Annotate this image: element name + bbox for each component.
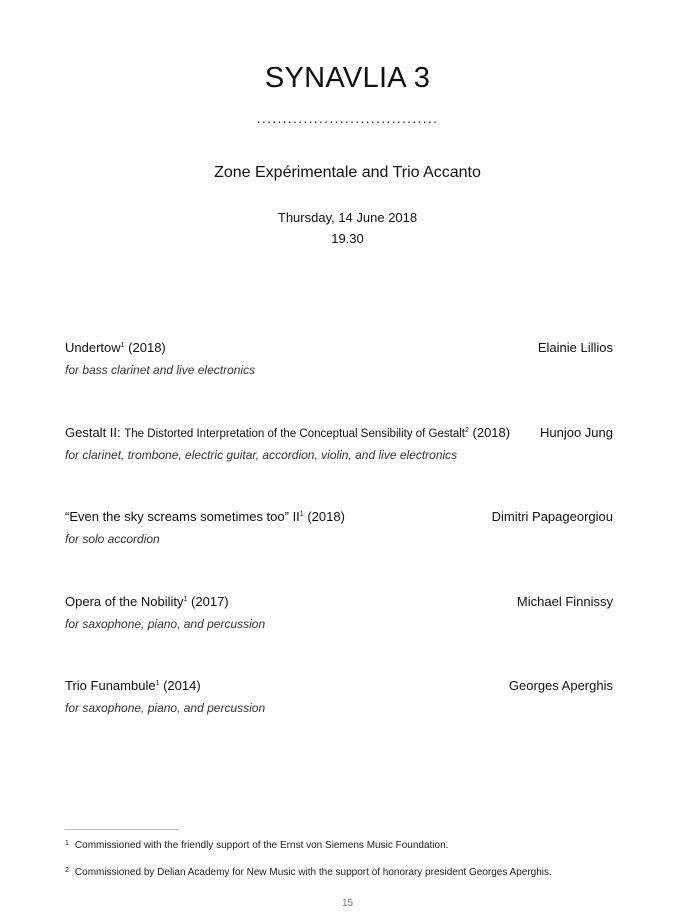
footnote: $^2$ Commissioned by Delian Academy for New Music with the support of honorary president Georges Aperghis. [65, 867, 552, 878]
concert-title: SYNAVLIA 3 [264, 62, 431, 94]
instrumentation: for saxophone, piano, and percussion [65, 701, 266, 715]
composer-name: Dimitri Papageorgiou [491, 509, 613, 524]
footnote-ref: 1 [155, 680, 160, 687]
composer-name: Michael Finnissy [516, 593, 613, 609]
ensembles-heading: Zone Expérimentale and Trio Accanto [214, 164, 481, 181]
footnote: $^1$ Commissioned with the friendly support of the Ernst von Siemens Music Foundation. [65, 840, 449, 851]
composer-name: Hunjoo Jung [540, 424, 613, 440]
work-title: “Even the sky screams sometimes too” $II^1$ (2018) [65, 509, 345, 524]
footnote-mark: 2 [65, 867, 69, 874]
instrumentation: for clarinet, trombone, electric guitar, accordion, violin, and live electronics [65, 447, 458, 462]
footnote-divider [65, 829, 178, 830]
footnote-ref: 1 [299, 511, 304, 518]
program-item [65, 678, 613, 763]
footnote-ref: 1 [183, 595, 188, 603]
concert-date: Thursday, 14 June 2018 [277, 210, 418, 225]
composer-name: Elainie Lillios [537, 340, 613, 355]
work-title: Gestalt II: The Distorted Interpretation of the Conceptual Sensibility of Gestalt$^2$ (2018) [65, 424, 511, 440]
work-title: Undertow$^1$ (2018) [65, 340, 166, 355]
dotted-ornament: ................................... [256, 110, 439, 126]
program-list [65, 340, 613, 763]
program-item [65, 594, 613, 679]
instrumentation: for bass clarinet and live electronics [65, 363, 256, 377]
program-item [65, 425, 613, 510]
footnote-mark: 1 [65, 840, 69, 847]
instrumentation: for saxophone, piano, and percussion [65, 616, 266, 631]
work-title: Trio Funambule$^1$ (2014) [65, 678, 201, 693]
work-title: Opera of the Nobility$^1$ (2017) [65, 593, 229, 609]
composer-name: Georges Aperghis [508, 678, 613, 693]
instrumentation: for solo accordion [65, 532, 160, 546]
page-number: 15 [341, 898, 354, 909]
program-item [65, 340, 613, 425]
concert-time: 19.30 [331, 231, 364, 246]
footnote-ref: 2 [464, 426, 469, 434]
program-item [65, 509, 613, 594]
work-subtitle: The Distorted Interpretation of the Conceptual Sensibility of Gestalt [124, 427, 465, 440]
footnote-ref: 1 [120, 342, 125, 349]
